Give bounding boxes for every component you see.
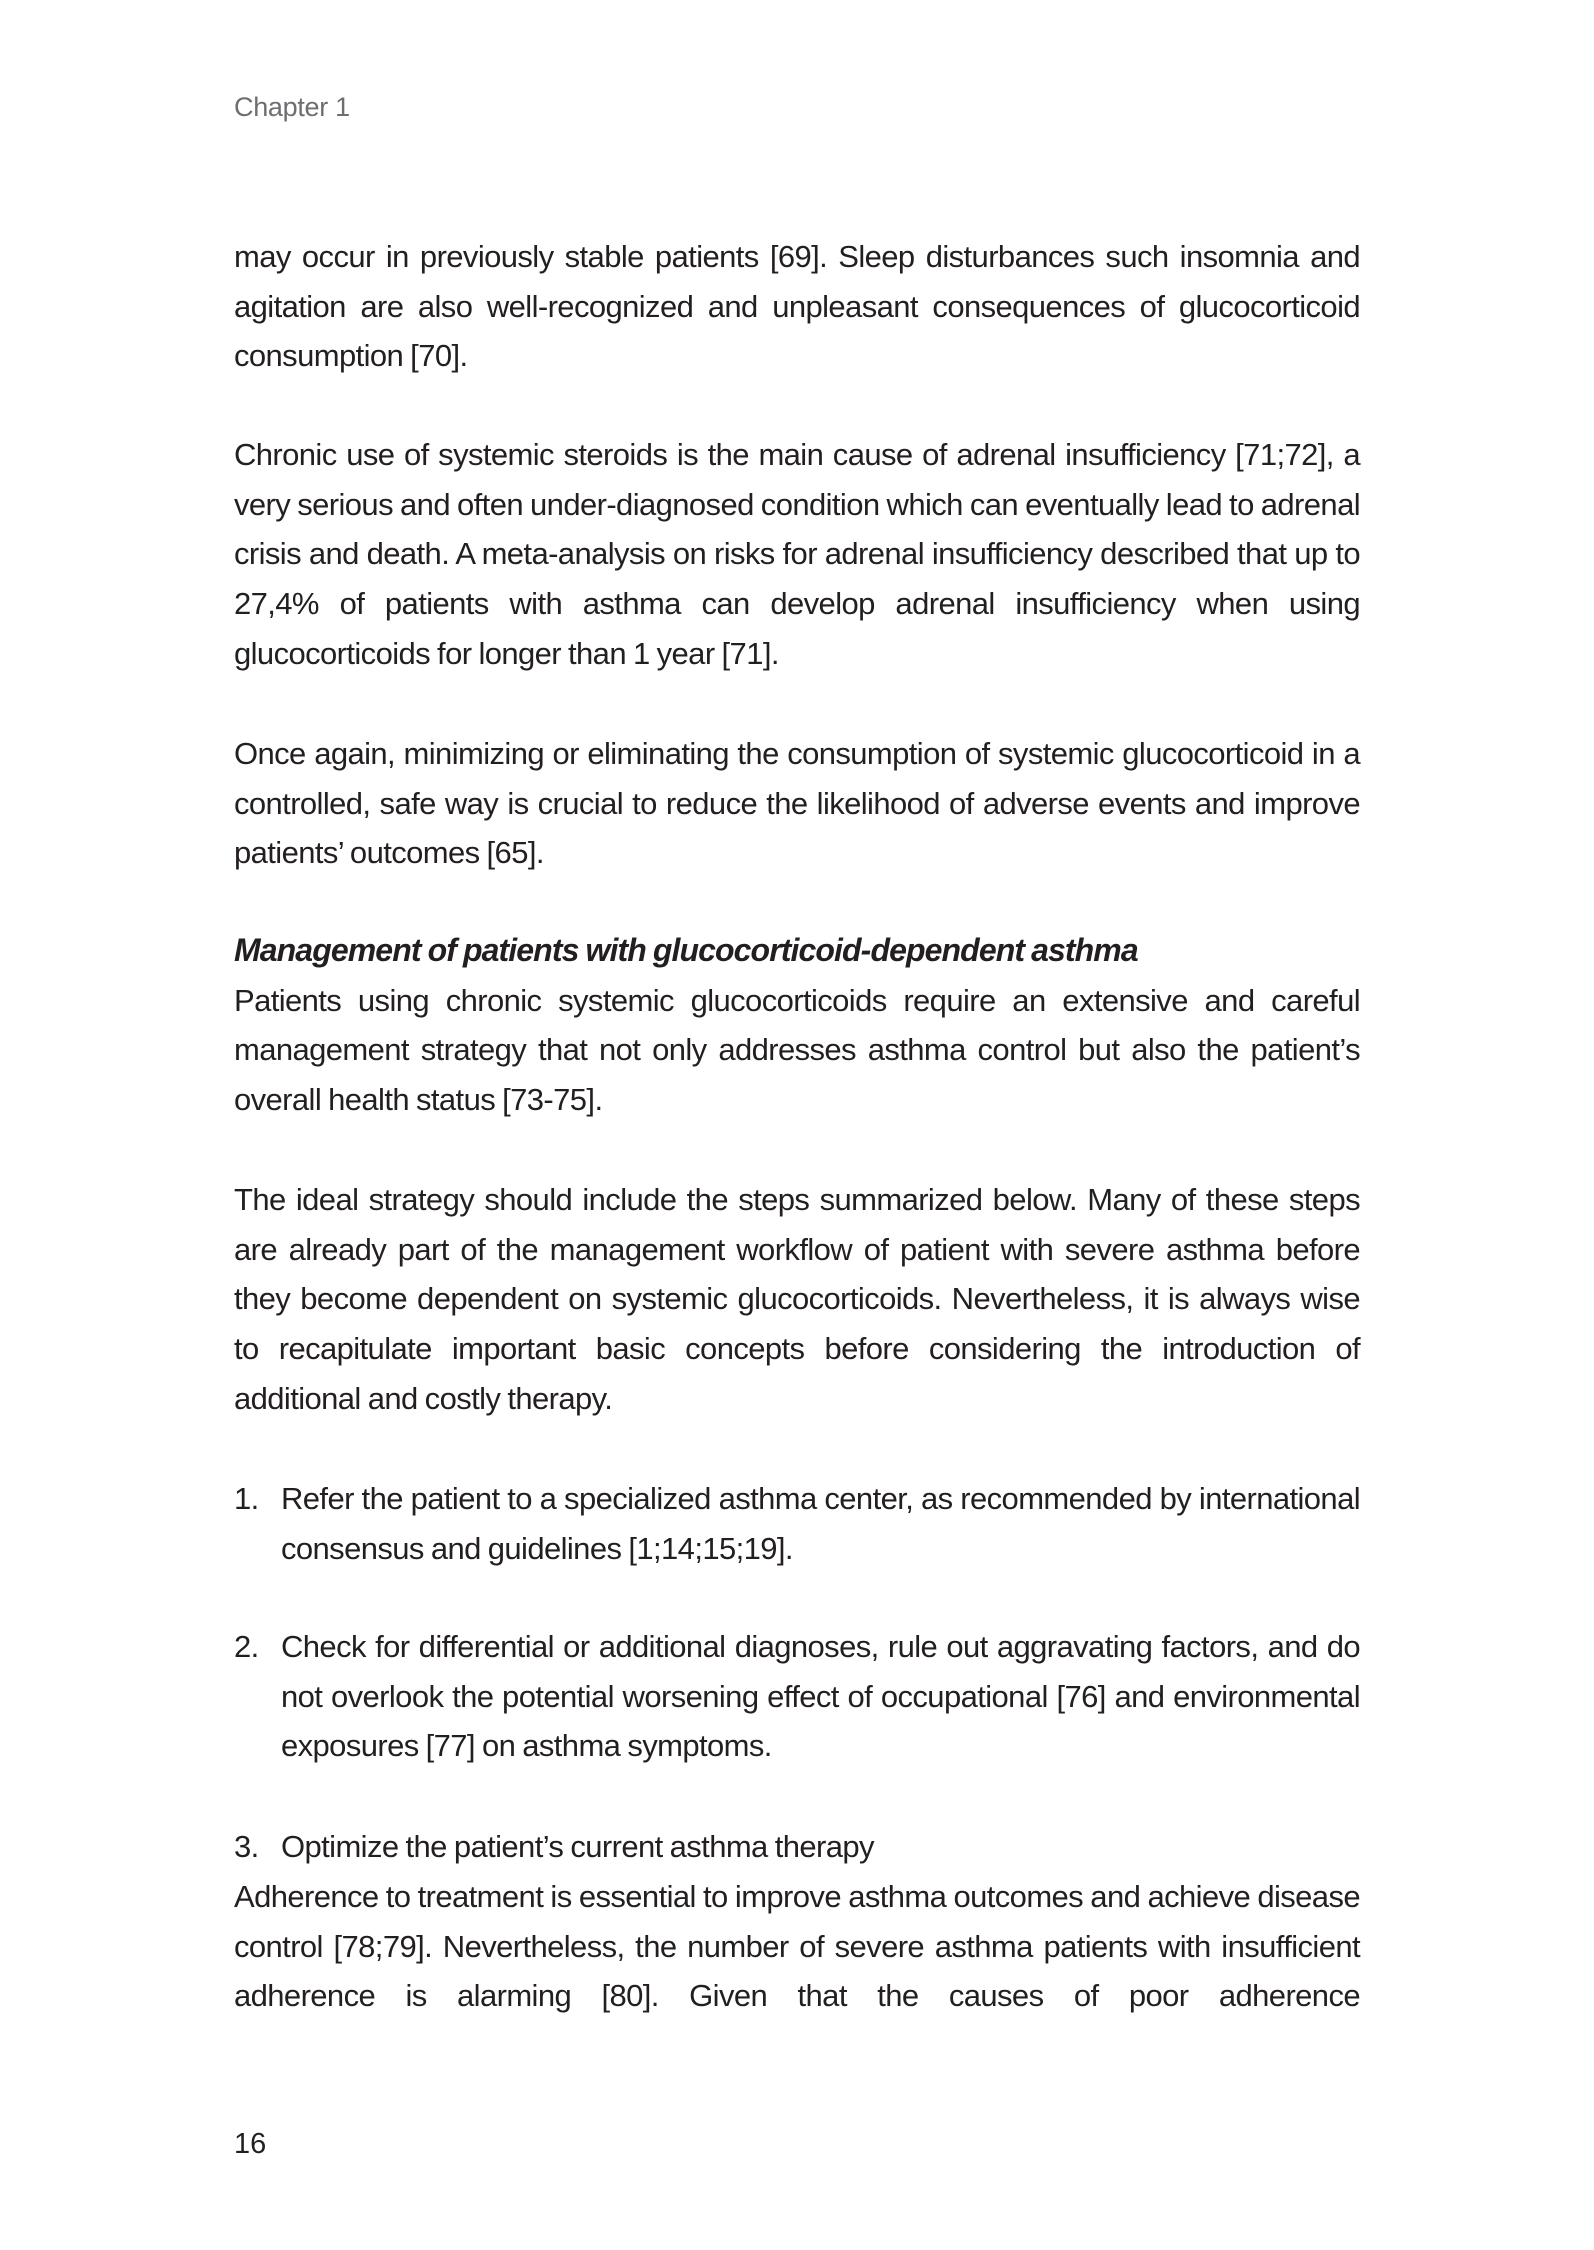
paragraph-adherence <box>234 1872 1360 2021</box>
list-number: 1. <box>234 1481 259 1516</box>
list-text: Refer the patient to a specialized asthma center, as recommended by international consensus and guidelines [1;14;15;19]. <box>281 1481 1360 1566</box>
list-item-step-3 <box>234 1822 1360 1872</box>
list-number: 3. <box>234 1829 259 1864</box>
paragraph-text: Chronic use of systemic steroids is the main cause of adrenal insufficiency [71;72], a very serious and often under-diagnosed condition which can eventually lead to adrenal crisis and death. A meta-analysis on risks for adrenal insufficiency described that up to 27,4% of patients with asthma can develop adrenal insufficiency when using glucocorticoids for longer than 1 year [71]. <box>234 437 1360 671</box>
paragraph-side-effects <box>234 232 1360 381</box>
paragraph-adrenal-insufficiency <box>234 430 1360 679</box>
section-intro: Patients using chronic systemic glucocorticoids require an extensive and careful management strategy that not only addresses asthma control but also the patient’s overall health status [73-75]. <box>234 982 1360 1118</box>
paragraph-text: may occur in previously stable patients [69]. Sleep disturbances such insomnia and agitation are also well-recognized and unpleasant consequences of glucocorticoid consumption [70]. <box>234 239 1360 374</box>
list-item-step-2 <box>234 1622 1360 1771</box>
section-heading: Management of patients with glucocorticoid-dependent asthma <box>234 932 1138 968</box>
paragraph-strategy <box>234 1175 1360 1424</box>
list-item-step-1 <box>234 1474 1360 1573</box>
paragraph-text: The ideal strategy should include the steps summarized below. Many of these steps are already part of the management workflow of patient with severe asthma before they become dependent on systemic glucocorticoids. Nevertheless, it is always wise to recapitulate important basic concepts before considering the introduction of additional and costly therapy. <box>234 1182 1360 1416</box>
list-text: Optimize the patient’s current asthma therapy <box>281 1829 874 1864</box>
paragraph-minimizing <box>234 729 1360 878</box>
running-head: Chapter 1 <box>234 92 350 122</box>
section-management <box>234 926 1360 1125</box>
page-number: 16 <box>234 2128 267 2160</box>
list-text: Check for differential or additional diagnoses, rule out aggravating factors, and do not overlook the potential worsening effect of occupational [76] and environmental exposures [77] on asthma symptoms. <box>281 1629 1360 1764</box>
paragraph-text: Adherence to treatment is essential to improve asthma outcomes and achieve disease control [78;79]. Nevertheless, the number of severe asthma patients with insufficient adherence is alarming [80]. Given that the causes of poor adherence <box>234 1879 1360 2014</box>
list-number: 2. <box>234 1629 259 1664</box>
paragraph-text: Once again, minimizing or eliminating the consumption of systemic glucocorticoid in a controlled, safe way is crucial to reduce the likelihood of adverse events and improve patients’ outcomes [65]. <box>234 736 1360 871</box>
